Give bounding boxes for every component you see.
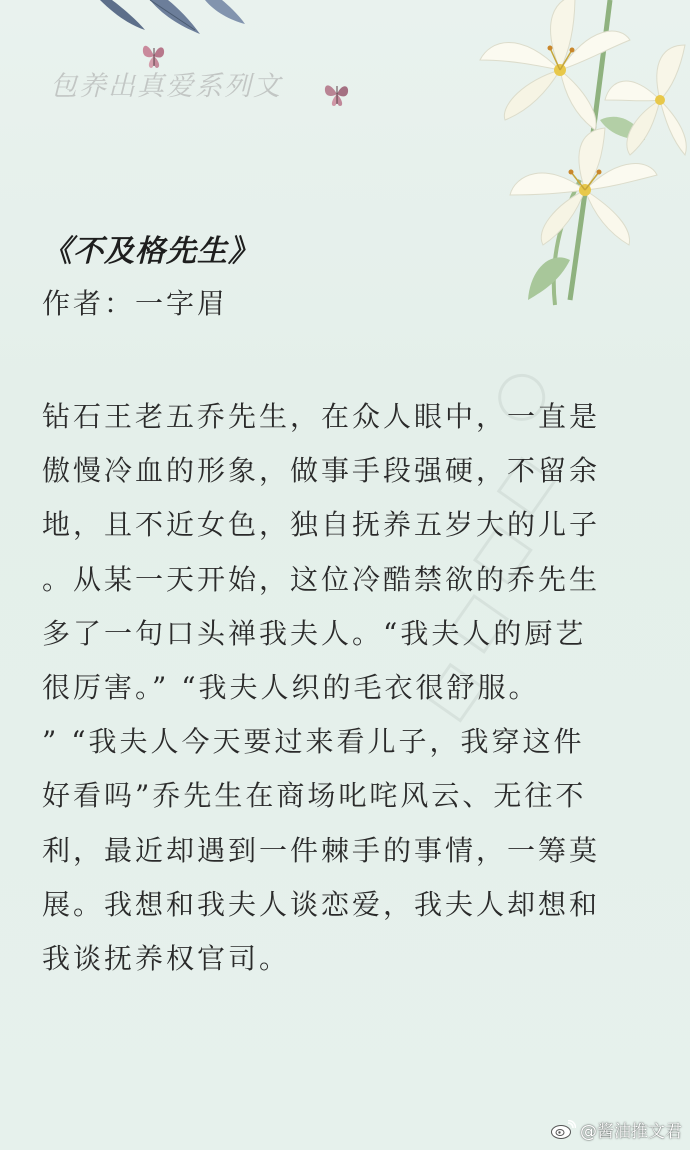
synopsis-line: 很厉害。” “我夫人织的毛衣很舒服。 (42, 671, 540, 705)
synopsis-line: 利，最近却遇到一件棘手的事情，一筹莫 (42, 833, 601, 867)
leaves-decoration-icon (90, 0, 260, 40)
synopsis (42, 390, 622, 986)
synopsis-line: 。从某一天开始，这位冷酷禁欲的乔先生 (42, 562, 601, 596)
synopsis-line: 我谈抚养权官司。 (42, 942, 291, 976)
synopsis-line: 好看吗”乔先生在商场叱咤风云、无往不 (42, 779, 587, 813)
synopsis-line: 傲慢冷血的形象，做事手段强硬，不留余 (42, 454, 601, 488)
author-line: 作者：一字眉 (42, 287, 229, 320)
lily-flower-icon (460, 0, 690, 310)
synopsis-line: 地，且不近女色，独自抚养五岁大的儿子 (42, 508, 601, 542)
watermark-credit (550, 1117, 682, 1142)
credit-text: @酱油推文君 (580, 1122, 682, 1142)
synopsis-line: ” “我夫人今天要过来看儿子，我穿这件 (42, 725, 585, 759)
series-title: 包养出真爱系列文 (50, 71, 282, 102)
butterfly-icon (322, 80, 352, 108)
synopsis-line: 多了一句口头禅我夫人。“我夫人的厨艺 (42, 616, 587, 650)
book-title: 《不及格先生》 (42, 234, 259, 269)
synopsis-line: 展。我想和我夫人谈恋爱，我夫人却想和 (42, 887, 601, 921)
synopsis-line: 钻石王老五乔先生，在众人眼中，一直是 (42, 400, 601, 433)
weibo-icon (550, 1120, 576, 1140)
